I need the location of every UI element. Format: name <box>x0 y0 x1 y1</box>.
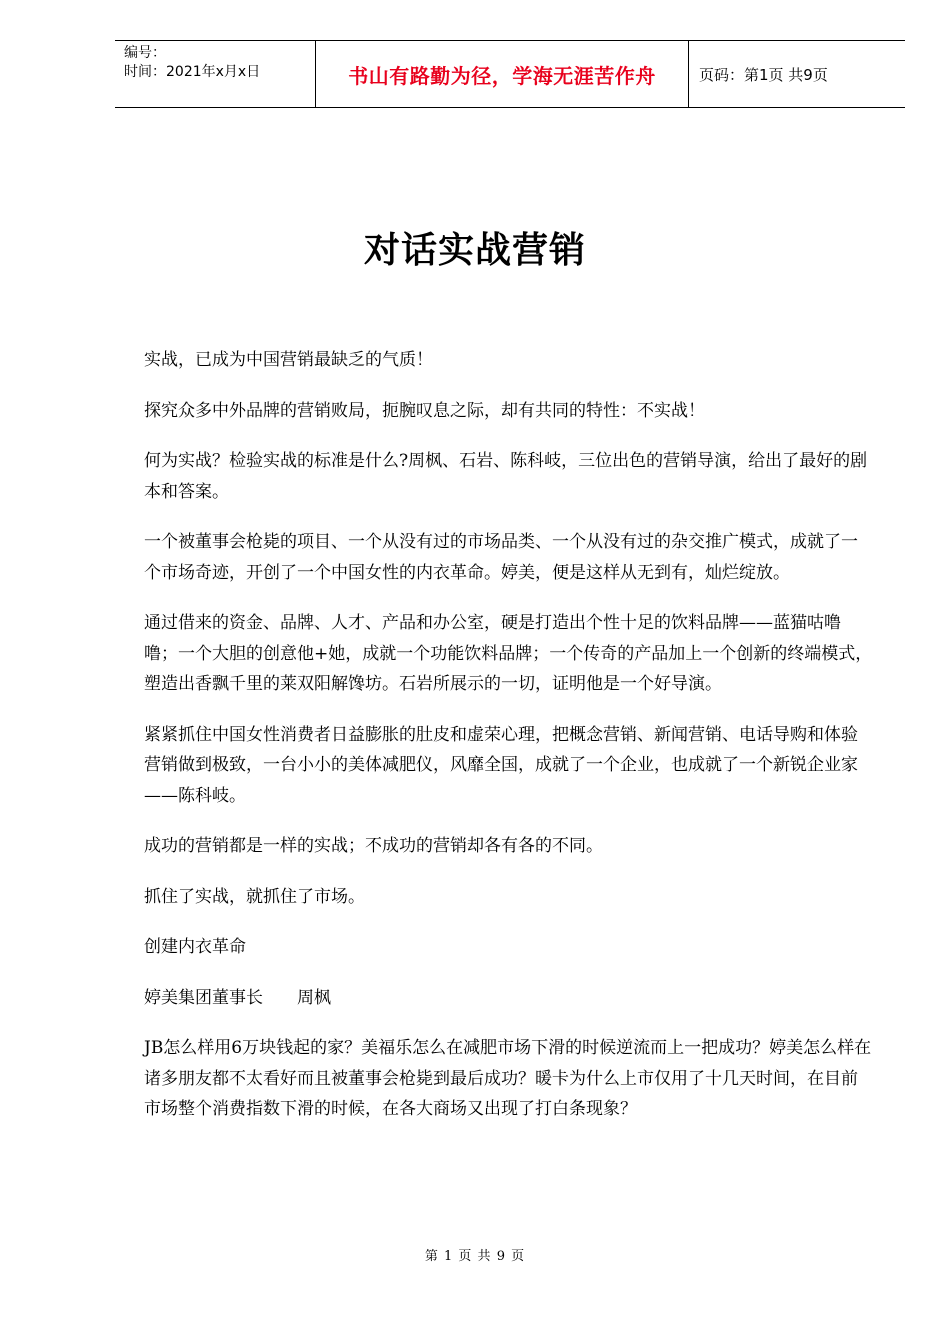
paragraph: 一个被董事会枪毙的项目、一个从没有过的市场品类、一个从没有过的杂交推广模式，成就了一个市场奇迹，开创了一个中国女性的内衣革命。婷美，便是这样从无到有，灿烂绽放。 <box>144 532 858 583</box>
header-meta-cell <box>115 41 316 107</box>
paragraph: 何为实战？检验实战的标准是什么?周枫、石岩、陈科岐，三位出色的营销导演，给出了最好的剧本和答案。 <box>144 451 868 502</box>
paragraph: 成功的营销都是一样的实战；不成功的营销却各有各的不同。 <box>144 836 603 856</box>
time-label: 时间：2021年x月x日 <box>124 64 261 80</box>
page-info-cell <box>689 41 905 107</box>
paragraph: 紧紧抓住中国女性消费者日益膨胀的肚皮和虚荣心理，把概念营销、新闻营销、电话导购和体验营销做到极致，一台小小的美体减肥仪，风靡全国，成就了一个企业，也成就了一个新锐企业家——陈科岐。 <box>144 724 858 806</box>
document-body <box>144 345 874 1145</box>
paragraph: 抓住了实战，就抓住了市场。 <box>144 886 365 907</box>
page-footer: 第 1 页 共 9 页 <box>424 1249 526 1264</box>
paragraph: JB怎么样用6万块钱起的家？美福乐怎么在减肥市场下滑的时候逆流而上一把成功？婷美怎么样在诸多朋友都不太看好而且被董事会枪毙到最后成功？暖卡为什么上市仅用了十几天时间，在目前市场整个消费指数下滑的时候，在各大商场又出现了打白条现象？ <box>144 1038 872 1119</box>
number-label: 编号： <box>124 45 166 61</box>
document-title: 对话实战营销 <box>363 229 586 271</box>
paragraph: 通过借来的资金、品牌、人才、产品和办公室，硬是打造出个性十足的饮料品牌——蓝猫咕噜噜；一个大胆的创意他+她，成就一个功能饮料品牌；一个传奇的产品加上一个创新的终端模式，塑造出香飘千里的莱双阳解馋坊。石岩所展示的一切，证明他是一个好导演。 <box>144 613 873 694</box>
speaker-line: 婷美集团董事长 周枫 <box>144 987 331 1008</box>
page-info-text: 页码：第1页 共9页 <box>699 65 828 84</box>
document-header-table <box>115 40 905 108</box>
paragraph: 探究众多中外品牌的营销败局，扼腕叹息之际，却有共同的特性：不实战！ <box>144 400 705 421</box>
paragraph: 实战，已成为中国营销最缺乏的气质！ <box>144 350 433 370</box>
section-heading: 创建内衣革命 <box>144 937 246 957</box>
motto-text: 书山有路勤为径，学海无涯苦作舟 <box>348 63 656 88</box>
motto-cell <box>316 41 689 107</box>
